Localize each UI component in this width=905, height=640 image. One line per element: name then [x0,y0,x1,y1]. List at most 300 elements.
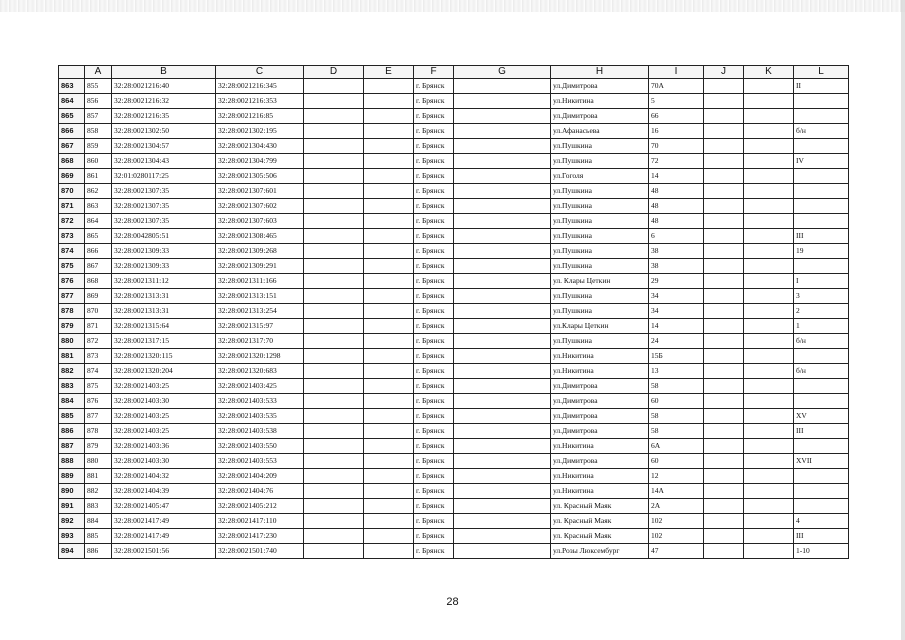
row-number[interactable]: 868 [59,154,85,169]
cell-i[interactable]: 12 [649,469,704,484]
cell-b[interactable]: 32:28:0021403:25 [112,379,216,394]
cell-j[interactable] [704,139,744,154]
cell-d[interactable] [304,229,364,244]
cell-c[interactable]: 32:28:0021307:603 [216,214,304,229]
cell-a[interactable]: 876 [85,394,112,409]
cell-d[interactable] [304,499,364,514]
cell-e[interactable] [364,274,414,289]
cell-f[interactable]: г. Брянск [414,469,454,484]
cell-i[interactable]: 34 [649,289,704,304]
cell-h[interactable]: ул.Пушкина [551,304,649,319]
cell-h[interactable]: ул.Пушкина [551,154,649,169]
column-header-d[interactable]: D [304,66,364,79]
cell-l[interactable] [794,139,849,154]
cell-h[interactable]: ул.Афанасьева [551,124,649,139]
cell-c[interactable]: 32:28:0021305:506 [216,169,304,184]
cell-d[interactable] [304,454,364,469]
cell-f[interactable]: г. Брянск [414,319,454,334]
cell-e[interactable] [364,544,414,559]
cell-f[interactable]: г. Брянск [414,364,454,379]
cell-g[interactable] [454,109,551,124]
cell-f[interactable]: г. Брянск [414,379,454,394]
cell-j[interactable] [704,514,744,529]
cell-b[interactable]: 32:28:0021320:115 [112,349,216,364]
cell-b[interactable]: 32:28:0021311:12 [112,274,216,289]
cell-i[interactable]: 102 [649,514,704,529]
cell-k[interactable] [744,94,794,109]
cell-j[interactable] [704,124,744,139]
cell-j[interactable] [704,244,744,259]
cell-k[interactable] [744,304,794,319]
cell-k[interactable] [744,319,794,334]
cell-a[interactable]: 882 [85,484,112,499]
cell-g[interactable] [454,379,551,394]
cell-a[interactable]: 870 [85,304,112,319]
cell-a[interactable]: 871 [85,319,112,334]
cell-g[interactable] [454,94,551,109]
cell-k[interactable] [744,214,794,229]
cell-f[interactable]: г. Брянск [414,394,454,409]
cell-e[interactable] [364,499,414,514]
cell-l[interactable] [794,94,849,109]
cell-c[interactable]: 32:28:0021315:97 [216,319,304,334]
cell-l[interactable]: 19 [794,244,849,259]
cell-j[interactable] [704,199,744,214]
cell-g[interactable] [454,214,551,229]
cell-d[interactable] [304,169,364,184]
cell-a[interactable]: 885 [85,529,112,544]
cell-b[interactable]: 32:28:0021216:32 [112,94,216,109]
cell-a[interactable]: 872 [85,334,112,349]
row-number[interactable]: 870 [59,184,85,199]
cell-f[interactable]: г. Брянск [414,484,454,499]
cell-j[interactable] [704,109,744,124]
cell-a[interactable]: 884 [85,514,112,529]
cell-a[interactable]: 862 [85,184,112,199]
cell-a[interactable]: 878 [85,424,112,439]
cell-b[interactable]: 32:28:0021404:32 [112,469,216,484]
cell-k[interactable] [744,289,794,304]
cell-g[interactable] [454,154,551,169]
cell-b[interactable]: 32:28:0021403:30 [112,454,216,469]
cell-a[interactable]: 867 [85,259,112,274]
cell-a[interactable]: 883 [85,499,112,514]
cell-d[interactable] [304,409,364,424]
cell-e[interactable] [364,184,414,199]
cell-i[interactable]: 47 [649,544,704,559]
row-number[interactable]: 874 [59,244,85,259]
column-header-c[interactable]: C [216,66,304,79]
row-number[interactable]: 890 [59,484,85,499]
cell-d[interactable] [304,469,364,484]
cell-d[interactable] [304,124,364,139]
cell-j[interactable] [704,154,744,169]
cell-g[interactable] [454,499,551,514]
cell-c[interactable]: 32:28:0021320:1298 [216,349,304,364]
row-number[interactable]: 872 [59,214,85,229]
cell-g[interactable] [454,439,551,454]
cell-f[interactable]: г. Брянск [414,199,454,214]
cell-h[interactable]: ул.Пушкина [551,289,649,304]
cell-l[interactable] [794,439,849,454]
cell-e[interactable] [364,379,414,394]
cell-b[interactable]: 32:28:0021403:30 [112,394,216,409]
cell-l[interactable]: 4 [794,514,849,529]
cell-d[interactable] [304,154,364,169]
cell-l[interactable] [794,394,849,409]
cell-j[interactable] [704,499,744,514]
cell-e[interactable] [364,109,414,124]
cell-a[interactable]: 860 [85,154,112,169]
cell-j[interactable] [704,394,744,409]
cell-b[interactable]: 32:28:0021403:25 [112,409,216,424]
cell-f[interactable]: г. Брянск [414,454,454,469]
cell-e[interactable] [364,334,414,349]
cell-f[interactable]: г. Брянск [414,349,454,364]
row-number[interactable]: 865 [59,109,85,124]
cell-c[interactable]: 32:28:0021403:425 [216,379,304,394]
cell-l[interactable]: б/н [794,334,849,349]
cell-f[interactable]: г. Брянск [414,214,454,229]
cell-j[interactable] [704,409,744,424]
column-header-g[interactable]: G [454,66,551,79]
cell-d[interactable] [304,349,364,364]
cell-f[interactable]: г. Брянск [414,169,454,184]
cell-c[interactable]: 32:28:0021216:345 [216,79,304,94]
cell-h[interactable]: ул.Димитрова [551,409,649,424]
cell-d[interactable] [304,79,364,94]
cell-f[interactable]: г. Брянск [414,499,454,514]
cell-f[interactable]: г. Брянск [414,409,454,424]
cell-k[interactable] [744,274,794,289]
cell-j[interactable] [704,529,744,544]
cell-c[interactable]: 32:28:0021311:166 [216,274,304,289]
cell-k[interactable] [744,454,794,469]
cell-k[interactable] [744,184,794,199]
cell-l[interactable]: 1-10 [794,544,849,559]
cell-c[interactable]: 32:28:0021307:601 [216,184,304,199]
cell-k[interactable] [744,79,794,94]
cell-k[interactable] [744,394,794,409]
column-header-k[interactable]: K [744,66,794,79]
cell-c[interactable]: 32:28:0021302:195 [216,124,304,139]
cell-d[interactable] [304,544,364,559]
cell-g[interactable] [454,454,551,469]
cell-e[interactable] [364,259,414,274]
cell-b[interactable]: 32:28:0021315:64 [112,319,216,334]
cell-e[interactable] [364,469,414,484]
cell-b[interactable]: 32:28:0021404:39 [112,484,216,499]
cell-e[interactable] [364,124,414,139]
cell-j[interactable] [704,169,744,184]
cell-i[interactable]: 29 [649,274,704,289]
cell-f[interactable]: г. Брянск [414,259,454,274]
cell-f[interactable]: г. Брянск [414,79,454,94]
cell-e[interactable] [364,139,414,154]
cell-g[interactable] [454,544,551,559]
row-number[interactable]: 889 [59,469,85,484]
cell-e[interactable] [364,244,414,259]
row-number[interactable]: 875 [59,259,85,274]
cell-f[interactable]: г. Брянск [414,304,454,319]
cell-g[interactable] [454,469,551,484]
cell-k[interactable] [744,169,794,184]
cell-g[interactable] [454,514,551,529]
cell-a[interactable]: 875 [85,379,112,394]
cell-a[interactable]: 886 [85,544,112,559]
cell-h[interactable]: ул.Пушкина [551,139,649,154]
cell-g[interactable] [454,139,551,154]
cell-d[interactable] [304,529,364,544]
row-number[interactable]: 876 [59,274,85,289]
row-number[interactable]: 891 [59,499,85,514]
cell-g[interactable] [454,394,551,409]
cell-i[interactable]: 66 [649,109,704,124]
cell-d[interactable] [304,334,364,349]
cell-l[interactable] [794,199,849,214]
cell-k[interactable] [744,124,794,139]
cell-l[interactable]: 2 [794,304,849,319]
cell-b[interactable]: 32:28:0021501:56 [112,544,216,559]
cell-i[interactable]: 60 [649,454,704,469]
cell-h[interactable]: ул. Красный Маяк [551,529,649,544]
cell-d[interactable] [304,319,364,334]
cell-l[interactable] [794,499,849,514]
cell-c[interactable]: 32:28:0021308:465 [216,229,304,244]
cell-b[interactable]: 32:28:0021304:43 [112,154,216,169]
cell-i[interactable]: 102 [649,529,704,544]
cell-h[interactable]: ул.Никитина [551,484,649,499]
cell-c[interactable]: 32:28:0021501:740 [216,544,304,559]
row-number[interactable]: 871 [59,199,85,214]
cell-i[interactable]: 16 [649,124,704,139]
cell-k[interactable] [744,514,794,529]
cell-h[interactable]: ул.Димитрова [551,79,649,94]
cell-e[interactable] [364,304,414,319]
cell-j[interactable] [704,469,744,484]
cell-b[interactable]: 32:28:0021309:33 [112,259,216,274]
row-number[interactable]: 892 [59,514,85,529]
cell-l[interactable]: III [794,529,849,544]
cell-f[interactable]: г. Брянск [414,514,454,529]
cell-j[interactable] [704,379,744,394]
cell-c[interactable]: 32:28:0021405:212 [216,499,304,514]
cell-k[interactable] [744,229,794,244]
cell-h[interactable]: ул.Никитина [551,349,649,364]
cell-c[interactable]: 32:28:0021307:602 [216,199,304,214]
cell-e[interactable] [364,529,414,544]
cell-h[interactable]: ул.Клары Цеткин [551,319,649,334]
cell-h[interactable]: ул. Красный Маяк [551,499,649,514]
cell-g[interactable] [454,409,551,424]
cell-b[interactable]: 32:28:0021317:15 [112,334,216,349]
cell-k[interactable] [744,199,794,214]
cell-g[interactable] [454,124,551,139]
cell-d[interactable] [304,199,364,214]
cell-g[interactable] [454,199,551,214]
cell-g[interactable] [454,334,551,349]
cell-i[interactable]: 13 [649,364,704,379]
cell-h[interactable]: ул.Димитрова [551,109,649,124]
cell-c[interactable]: 32:28:0021309:268 [216,244,304,259]
cell-a[interactable]: 873 [85,349,112,364]
cell-l[interactable] [794,349,849,364]
cell-d[interactable] [304,274,364,289]
row-number[interactable]: 886 [59,424,85,439]
cell-g[interactable] [454,184,551,199]
row-number[interactable]: 880 [59,334,85,349]
cell-f[interactable]: г. Брянск [414,424,454,439]
cell-e[interactable] [364,199,414,214]
cell-d[interactable] [304,394,364,409]
row-number[interactable]: 894 [59,544,85,559]
cell-i[interactable]: 6А [649,439,704,454]
row-number[interactable]: 883 [59,379,85,394]
cell-d[interactable] [304,94,364,109]
row-number[interactable]: 873 [59,229,85,244]
cell-h[interactable]: ул.Никитина [551,94,649,109]
cell-h[interactable]: ул.Димитрова [551,379,649,394]
cell-c[interactable]: 32:28:0021417:230 [216,529,304,544]
cell-f[interactable]: г. Брянск [414,109,454,124]
cell-d[interactable] [304,259,364,274]
row-number[interactable]: 879 [59,319,85,334]
cell-f[interactable]: г. Брянск [414,229,454,244]
cell-i[interactable]: 48 [649,214,704,229]
cell-c[interactable]: 32:28:0021403:550 [216,439,304,454]
cell-c[interactable]: 32:28:0021404:209 [216,469,304,484]
cell-h[interactable]: ул.Пушкина [551,214,649,229]
cell-k[interactable] [744,259,794,274]
cell-k[interactable] [744,109,794,124]
cell-g[interactable] [454,229,551,244]
row-number[interactable]: 877 [59,289,85,304]
row-number[interactable]: 884 [59,394,85,409]
cell-d[interactable] [304,514,364,529]
cell-j[interactable] [704,544,744,559]
cell-f[interactable]: г. Брянск [414,244,454,259]
cell-b[interactable]: 32:28:0021313:31 [112,304,216,319]
cell-b[interactable]: 32:28:0021403:25 [112,424,216,439]
cell-f[interactable]: г. Брянск [414,124,454,139]
cell-f[interactable]: г. Брянск [414,184,454,199]
cell-b[interactable]: 32:28:0042805:51 [112,229,216,244]
cell-d[interactable] [304,439,364,454]
cell-i[interactable]: 24 [649,334,704,349]
cell-j[interactable] [704,319,744,334]
cell-i[interactable]: 70А [649,79,704,94]
column-header-j[interactable]: J [704,66,744,79]
cell-l[interactable]: XV [794,409,849,424]
row-number[interactable]: 887 [59,439,85,454]
cell-a[interactable]: 863 [85,199,112,214]
cell-a[interactable]: 877 [85,409,112,424]
cell-c[interactable]: 32:28:0021304:799 [216,154,304,169]
cell-h[interactable]: ул. Красный Маяк [551,514,649,529]
cell-l[interactable] [794,484,849,499]
cell-b[interactable]: 32:28:0021304:57 [112,139,216,154]
cell-g[interactable] [454,319,551,334]
cell-e[interactable] [364,349,414,364]
cell-f[interactable]: г. Брянск [414,139,454,154]
cell-d[interactable] [304,214,364,229]
cell-f[interactable]: г. Брянск [414,94,454,109]
row-number[interactable]: 866 [59,124,85,139]
cell-l[interactable]: XVII [794,454,849,469]
cell-h[interactable]: ул.Димитрова [551,454,649,469]
cell-k[interactable] [744,439,794,454]
cell-a[interactable]: 855 [85,79,112,94]
cell-j[interactable] [704,274,744,289]
cell-e[interactable] [364,94,414,109]
row-number[interactable]: 881 [59,349,85,364]
cell-c[interactable]: 32:28:0021216:85 [216,109,304,124]
cell-d[interactable] [304,364,364,379]
cell-i[interactable]: 48 [649,184,704,199]
cell-i[interactable]: 2А [649,499,704,514]
cell-e[interactable] [364,484,414,499]
cell-e[interactable] [364,514,414,529]
cell-g[interactable] [454,274,551,289]
cell-g[interactable] [454,79,551,94]
cell-k[interactable] [744,529,794,544]
cell-f[interactable]: г. Брянск [414,439,454,454]
column-header-f[interactable]: F [414,66,454,79]
cell-i[interactable]: 15Б [649,349,704,364]
column-header-l[interactable]: L [794,66,849,79]
cell-k[interactable] [744,484,794,499]
row-number[interactable]: 864 [59,94,85,109]
cell-f[interactable]: г. Брянск [414,529,454,544]
cell-b[interactable]: 32:28:0021307:35 [112,184,216,199]
cell-c[interactable]: 32:28:0021320:683 [216,364,304,379]
cell-a[interactable]: 868 [85,274,112,289]
cell-j[interactable] [704,259,744,274]
cell-k[interactable] [744,334,794,349]
cell-f[interactable]: г. Брянск [414,289,454,304]
cell-a[interactable]: 865 [85,229,112,244]
cell-f[interactable]: г. Брянск [414,544,454,559]
cell-k[interactable] [744,499,794,514]
cell-e[interactable] [364,439,414,454]
cell-b[interactable]: 32:28:0021405:47 [112,499,216,514]
cell-j[interactable] [704,454,744,469]
cell-h[interactable]: ул.Пушкина [551,334,649,349]
cell-l[interactable]: 3 [794,289,849,304]
cell-e[interactable] [364,169,414,184]
row-number[interactable]: 888 [59,454,85,469]
cell-b[interactable]: 32:28:0021216:35 [112,109,216,124]
cell-k[interactable] [744,424,794,439]
column-header-i[interactable]: I [649,66,704,79]
cell-k[interactable] [744,154,794,169]
column-header-a[interactable]: A [85,66,112,79]
cell-a[interactable]: 859 [85,139,112,154]
cell-j[interactable] [704,289,744,304]
cell-e[interactable] [364,79,414,94]
cell-c[interactable]: 32:28:0021304:430 [216,139,304,154]
cell-b[interactable]: 32:28:0021216:40 [112,79,216,94]
cell-i[interactable]: 14 [649,319,704,334]
cell-k[interactable] [744,544,794,559]
cell-c[interactable]: 32:28:0021317:70 [216,334,304,349]
cell-h[interactable]: ул.Пушкина [551,199,649,214]
cell-d[interactable] [304,289,364,304]
cell-c[interactable]: 32:28:0021313:254 [216,304,304,319]
cell-l[interactable] [794,259,849,274]
cell-h[interactable]: ул.Димитрова [551,394,649,409]
cell-a[interactable]: 869 [85,289,112,304]
